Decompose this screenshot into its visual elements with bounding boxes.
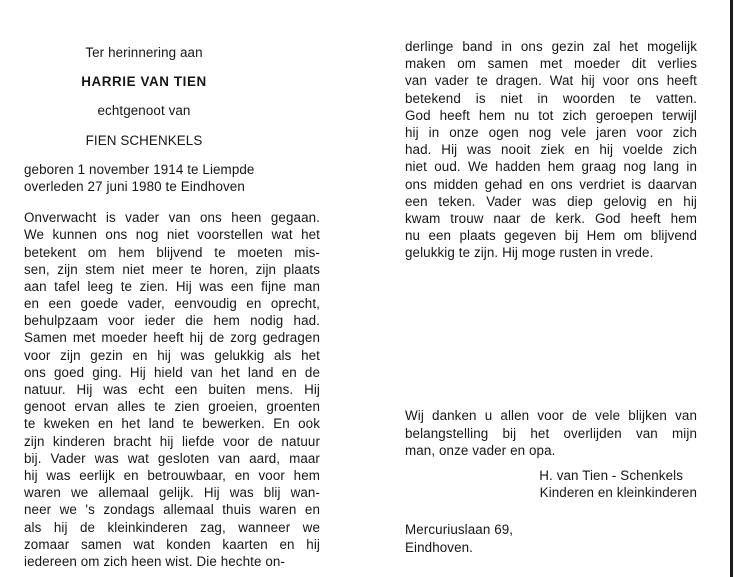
left-text-line: behulpzaam voor ieder die hem nodig had. xyxy=(24,313,320,329)
left-text-line: zijn kinderen bracht hij liefde voor de natuur xyxy=(24,433,320,449)
signature-line-2: Kinderen en kleinkinderen xyxy=(539,485,697,501)
signature-line-1: H. van Tien - Schenkels xyxy=(539,468,683,483)
right-text-line: God heeft hem nu tot zich geroepen terwijl xyxy=(405,107,697,123)
right-text-line: een teken. Vader was diep gelovig en hij xyxy=(405,193,697,209)
right-text-line: niet oud. We hadden hem graag nog lang in xyxy=(405,159,697,175)
spouse-name: FIEN SCHENKELS xyxy=(85,132,203,148)
left-text-line: Onverwacht is vader van ons heen gegaan. xyxy=(24,210,320,226)
left-text-line: iedereen om zich heen wist. Die hechte on- xyxy=(24,553,285,569)
thanks-text-line: belangstelling bij het overlijden van mijn xyxy=(405,425,697,441)
spouse-of-label: echtgenoot van xyxy=(97,103,191,119)
left-text-line: sen, zijn stem niet meer te horen, zijn plaats xyxy=(24,261,320,277)
right-text-line: derlinge band in ons gezin zal het mogelijk xyxy=(405,39,697,54)
left-text-line: genoot ervan alles te zien groeien, groenten xyxy=(24,399,320,415)
thanks-text-line: man, onze vader en opa. xyxy=(405,442,556,458)
left-text-line: voor zijn gezin en hij was gelukkig als het xyxy=(24,347,320,363)
left-text-line: als hij de kleinkinderen zag, wanneer we xyxy=(24,519,320,535)
death-line: overleden 27 juni 1980 te Eindhoven xyxy=(24,178,245,194)
birth-line: geboren 1 november 1914 te Liempde xyxy=(24,161,255,177)
left-text-line: zomaar samen wat konden kaarten en hij xyxy=(24,536,320,552)
left-text-line: hij was eerlijk en betrouwbaar, en voor hem xyxy=(24,467,320,483)
right-text-line: maken om samen met moeder dit verlies xyxy=(405,56,697,72)
address-city: Eindhoven. xyxy=(405,539,474,555)
left-text-line: neer we 's zondags allemaal thuis waren en xyxy=(24,502,320,518)
left-column xyxy=(24,44,320,570)
left-text-line: en een goede vader, eenvoudig en oprecht, xyxy=(24,296,320,312)
right-text-line: gelukkig te zijn. Hij moge rusten in vrede. xyxy=(405,245,654,261)
thanks-text xyxy=(405,407,697,459)
right-body-text xyxy=(405,38,697,261)
left-text-line: aan tafel leeg te zien. Hij was een fijne man xyxy=(24,278,320,294)
right-text-line: kwam trouw naar de kerk. God heeft hem xyxy=(405,210,697,226)
left-text-line: betekent om hem blijvend te moeten mis- xyxy=(24,244,320,260)
thanks-text-line: Wij danken u allen voor de vele blijken van xyxy=(405,408,697,424)
right-text-line: van vader te dragen. Wat hij voor ons heeft xyxy=(405,73,697,89)
right-text-line: ons midden gehad en ons verdriet is daarvan xyxy=(405,176,697,192)
right-text-line: had. Hij was nooit ziek en hij voelde zich xyxy=(405,142,697,158)
left-text-line: We kunnen ons nog niet voorstellen wat het xyxy=(24,227,320,243)
left-text-line: bij. Vader was wat gesloten van aard, maar xyxy=(24,450,320,466)
deceased-name: HARRIE VAN TIEN xyxy=(81,74,207,90)
left-text-line: Samen met moeder heeft hij de zorg gedragen xyxy=(24,330,320,346)
left-text-line: ons goed ging. Hij hield van het land en de xyxy=(24,364,320,380)
right-text-line: betekend is niet in woorden te vatten. xyxy=(405,90,697,106)
right-text-line: hij in onze ogen nog vele jaren voor zich xyxy=(405,124,697,140)
in-memory-heading: Ter herinnering aan xyxy=(85,45,203,60)
left-text-line: waren we allemaal gelijk. Hij was blij wan- xyxy=(24,485,320,501)
left-text-line: natuur. Hij was echt een buiten mens. Hij xyxy=(24,382,320,397)
left-text-line: te kweken en het land te bewerken. En ook xyxy=(24,416,320,432)
right-column xyxy=(405,38,697,556)
right-edge-border xyxy=(730,0,733,577)
address-street: Mercuriuslaan 69, xyxy=(405,522,514,538)
right-text-line: nu een plaats gegeven bij Hem om blijvend xyxy=(405,228,697,244)
left-body-text xyxy=(24,209,320,570)
